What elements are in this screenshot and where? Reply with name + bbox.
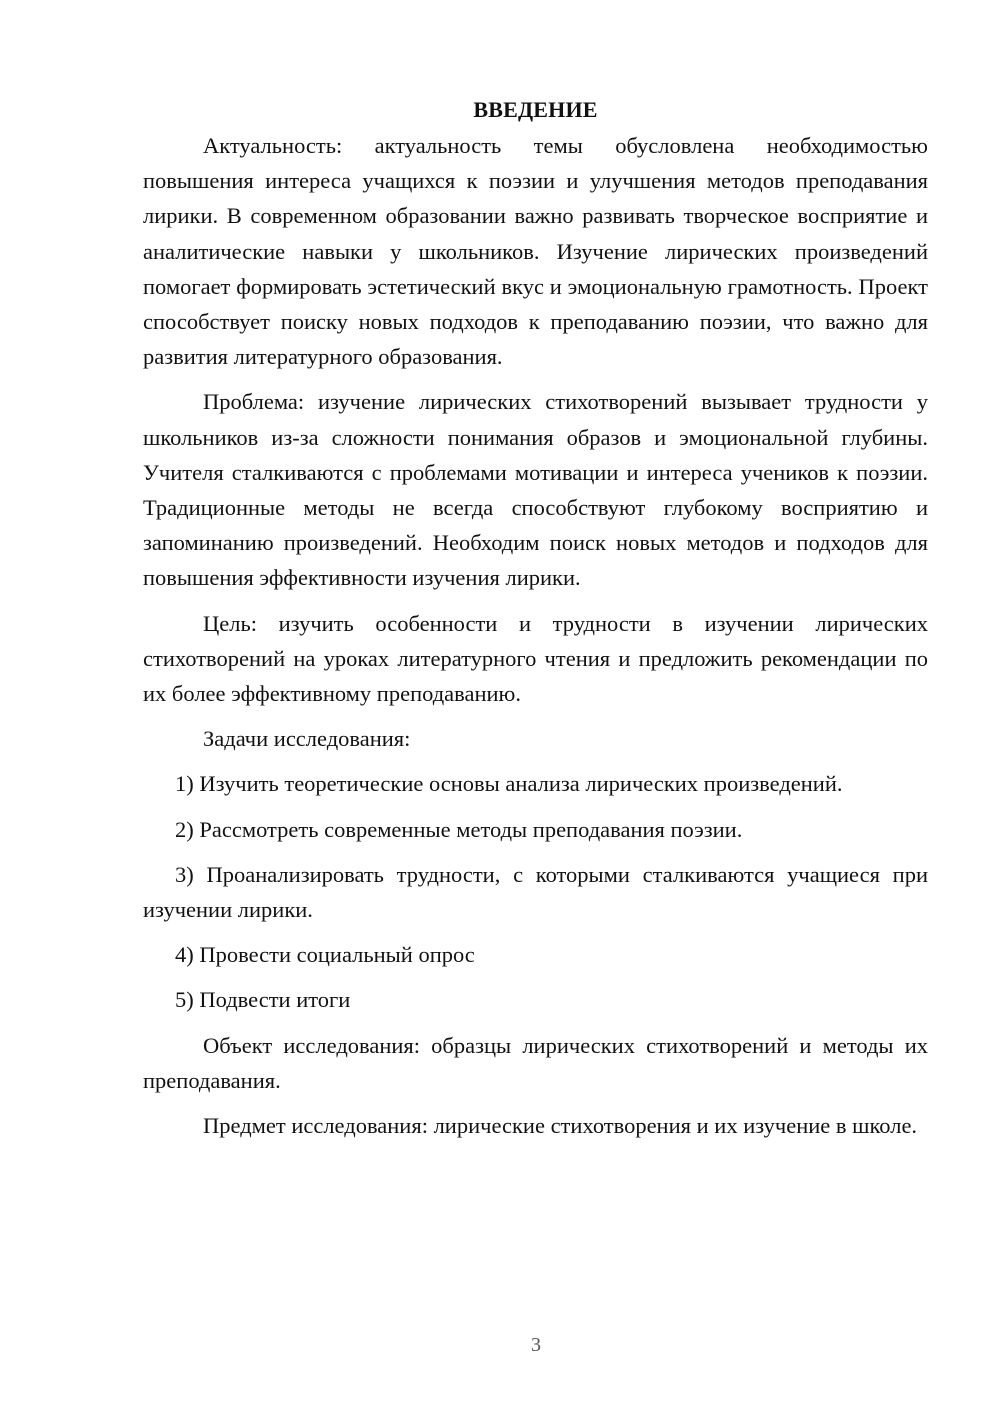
task-item: 5) Подвести итоги — [175, 987, 351, 1013]
task-item: 1) Изучить теоретические основы анализа лирических произведений. — [175, 771, 843, 797]
task-item: 4) Провести социальный опрос — [175, 942, 475, 968]
tasks-list — [143, 766, 928, 1017]
task-item: 2) Рассмотреть современные методы преподавания поэзии. — [175, 816, 743, 842]
goal-paragraph: Цель: изучить особенности и трудности в изучении лирических стихотворений на уроках литературного чтения и предложить рекомендации по их более эффективному преподаванию. — [143, 610, 928, 707]
subject-paragraph: Предмет исследования: лирические стихотворения и их изучение в школе. — [203, 1113, 918, 1139]
object-paragraph: Объект исследования: образцы лирических стихотворений и методы их преподавания. — [143, 1032, 928, 1093]
document-page — [143, 92, 928, 1153]
task-item: 3) Проанализировать трудности, с которыми сталкиваются учащиеся при изучении лирики. — [143, 861, 928, 923]
relevance-paragraph: Актуальность: актуальность темы обусловлена необходимостью повышения интереса учащихся к поэзии и улучшения методов преподавания лирики. В современном образовании важно развивать творческое восприятие и аналитические навыки у школьников. Изучение лирических произведений помогает формировать эстетический вкус и эмоциональную грамотность. Проект способствует поиску новых подходов к преподаванию поэзии, что важно для развития литературного образования. — [143, 133, 928, 370]
problem-paragraph: Проблема: изучение лирических стихотворений вызывает трудности у школьников из-за сложности понимания образов и эмоциональной глубины. Учителя сталкиваются с проблемами мотивации и интереса учеников к поэзии. Традиционные методы не всегда способствуют глубокому восприятию и запоминанию произведений. Необходим поиск новых методов и подходов для повышения эффективности изучения лирики. — [143, 389, 928, 591]
tasks-title: Задачи исследования: — [203, 726, 411, 752]
section-heading: ВВЕДЕНИЕ — [473, 97, 598, 122]
page-number: 3 — [531, 1334, 541, 1356]
